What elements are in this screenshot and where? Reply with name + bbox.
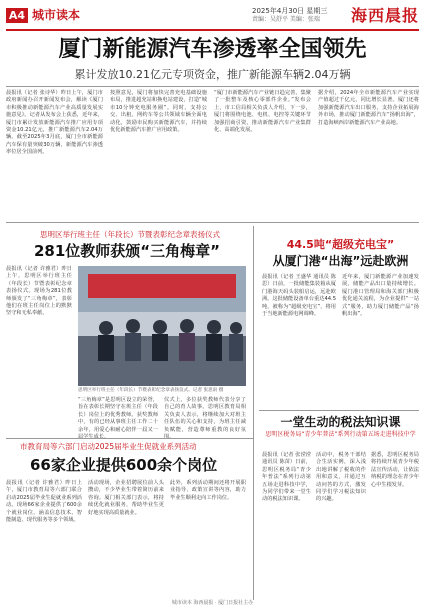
charger-story-headline: 从厦门港“出海”远赴欧洲 (272, 254, 409, 268)
lead-divider (6, 86, 419, 87)
jobs-story-kicker: 市教育局等六部门启动2025届毕业生促就业系列活动 (20, 442, 197, 451)
jobs-story-column-3: 此外，系列活动期间还将开展职业指导、政策宣讲等内容，助力毕业生顺利走向工作岗位。 (170, 480, 246, 501)
lead-column-3: “厦门市新能源汽车产业链日趋完善，集聚了一批整车及核心零部件企业。”发布会上，市工信局相关负责人介绍，下一步，厦门将围绕电池、电机、电控等关键环节加强招商引资，推动新能源汽车产业集群化、高端化发展。 (214, 90, 311, 134)
ceremony-photo (78, 266, 246, 386)
lower-divider-right (259, 410, 419, 411)
editor-credit: 责编：吴舒平 美编：张瑞 (252, 16, 320, 23)
lower-divider-left (6, 438, 253, 439)
ceremony-photo-caption: 思明区举行班主任（年段长）节暨表彰纪念章表扬仪式。记者 张思雨 摄 (78, 388, 224, 393)
jobs-story-column-2: 活动现场，企业招聘展位前人头攒动，不少毕业生带着简历前来咨询。厦门相关部门表示，将持续优化就业服务，帮助毕业生更好地实现高质量就业。 (88, 480, 164, 516)
lead-subheadline: 累计发放10.21亿元专项资金，推广新能源车辆2.04万辆 (74, 68, 351, 81)
teacher-story-column-2: “三角梅章”是思明区设立的荣誉，旨在表彰长期坚守在班主任（年段长）岗位上的优秀教师。获奖教师中，有的已经从事班主任工作二十余年，用爱心和耐心陪伴一届又一 (78, 397, 158, 433)
tax-story-headline: 一堂生动的税法知识课 (280, 415, 401, 429)
lead-headline: 厦门新能源汽车渗透率全国领先 (58, 37, 367, 62)
charger-story-pretitle: 44.5吨“超级充电宝” (286, 238, 395, 251)
page-number-badge: A4 (6, 8, 28, 23)
newspaper-logo: 海西晨报 (350, 6, 419, 25)
jobs-story-headline: 66家企业提供600余个岗位 (30, 456, 218, 474)
lead-column-2: 按照意见，厦门将加快完善充电基础设施布局，推进超充站和换电站建设，打造“城市10分钟充电服务圈”。同时，支持公交、出租、网约车等公共领域车辆全面电动化，鼓励市民购买新能源汽车，并持续优化新能源汽车推广应用政策。 (110, 90, 207, 134)
page-footer: 城市读本 海西晨报 · 厦门日报社主办 (171, 600, 254, 606)
teacher-story-kicker: 思明区举行班主任（年段长）节暨表彰纪念章表扬仪式 (40, 230, 220, 239)
teacher-story-column-3: 仪式上，多位获奖教师代表分享了自己的育人故事。思明区教育局相关负责人表示，将继续加大对班主任队伍的关心和支持，为班主任减负赋能，营造尊师重教的良好氛 (164, 397, 246, 433)
lead-column-4: 据介绍，2024年全市新能源汽车产业实现产值超过千亿元，同比增长显著。厦门还将加强新能源汽车出口服务，支持企业拓展海外市场，推动厦门新能源汽车“扬帆出海”，打造海峡西岸新能源汽车产业高地。 (318, 90, 419, 126)
column-divider (253, 226, 254, 600)
ceremony-illustration (78, 266, 246, 386)
page-header (6, 5, 419, 27)
tax-story-kicker: 思明区税务局“青少年普法”系列行动第五场走进科技中学 (265, 431, 416, 438)
jobs-story-column-1: 晨报讯（记者 许雅君）昨日上午，厦门市教育局等六部门联合启动2025届毕业生促就业系列活动。现场66家企业提供了600余个就业岗位，涵盖信息技术、智能制造、现代服务等多个领域。 (6, 480, 82, 524)
tax-story-column-2: 活动中，税务干部结合生活实例，深入浅出地讲解了税收的作用和意义，并通过互动问答的方式，激发同学们学习税法知识的兴趣。 (316, 452, 366, 503)
tax-story-column-1: 晨报讯（记者 张滢滢 通讯员 陈苗）日前，思明区税务局“青少年普法”系列行动第五场走进科技中学，为同学们带来一堂生动的税法知识课。 (262, 452, 311, 503)
tax-story-column-3: 据悉，思明区税务局将持续开展青少年税法宣传活动，让依法纳税的理念在青少年心中生根发芽。 (371, 452, 419, 488)
section-name: 城市读本 (32, 8, 81, 22)
teacher-story-column-1: 晨报讯（记者 许雅君）昨日上午，思明区举行班主任（年段长）节暨表彰纪念章表扬仪式。现场为281位教师颁发了“三角梅章”，表彰他们在班主任岗位上的默默坚守和无私奉献。 (6, 266, 72, 317)
teacher-story-headline: 281位教师获颁“三角梅章” (34, 242, 221, 260)
header-divider (6, 29, 419, 31)
charger-story-column-2: 近年来，厦门新能源产业加速发展，储能产品出口量持续增长。厦门港口管理局和海关部门积极优化通关流程，为企业提供“一站式”服务，助力厦门储能产品“扬帆出海”。 (342, 274, 419, 318)
charger-story-column-1: 晨报讯（记者 王盛华 通讯员 陈思）日前，一批储能集装箱从厦门港海天码头装船启运，远赴欧洲。这批储能设备单台重达44.5吨，被称为“超级充电宝”，将用于当地新能源电网调峰。 (262, 274, 336, 318)
issue-date: 2025年4月30日 星期三 (252, 7, 328, 15)
section-divider (6, 222, 419, 223)
lead-column-1: 晨报讯（记者 张诗华）昨日上午，厦门市政府新闻办召开新闻发布会，解读《厦门市积极推动新能源汽车产业高质量发展实施意见》。记者从发布会上获悉，近年来，厦门市累计发放新能源汽车推广应用专项资金10.21亿元，推广新能源汽车2.04万辆。截至2025年3月底，厦门全市新能源汽车保有量突破30万辆，新能源汽车渗透率位居全国前列。 (6, 90, 103, 156)
